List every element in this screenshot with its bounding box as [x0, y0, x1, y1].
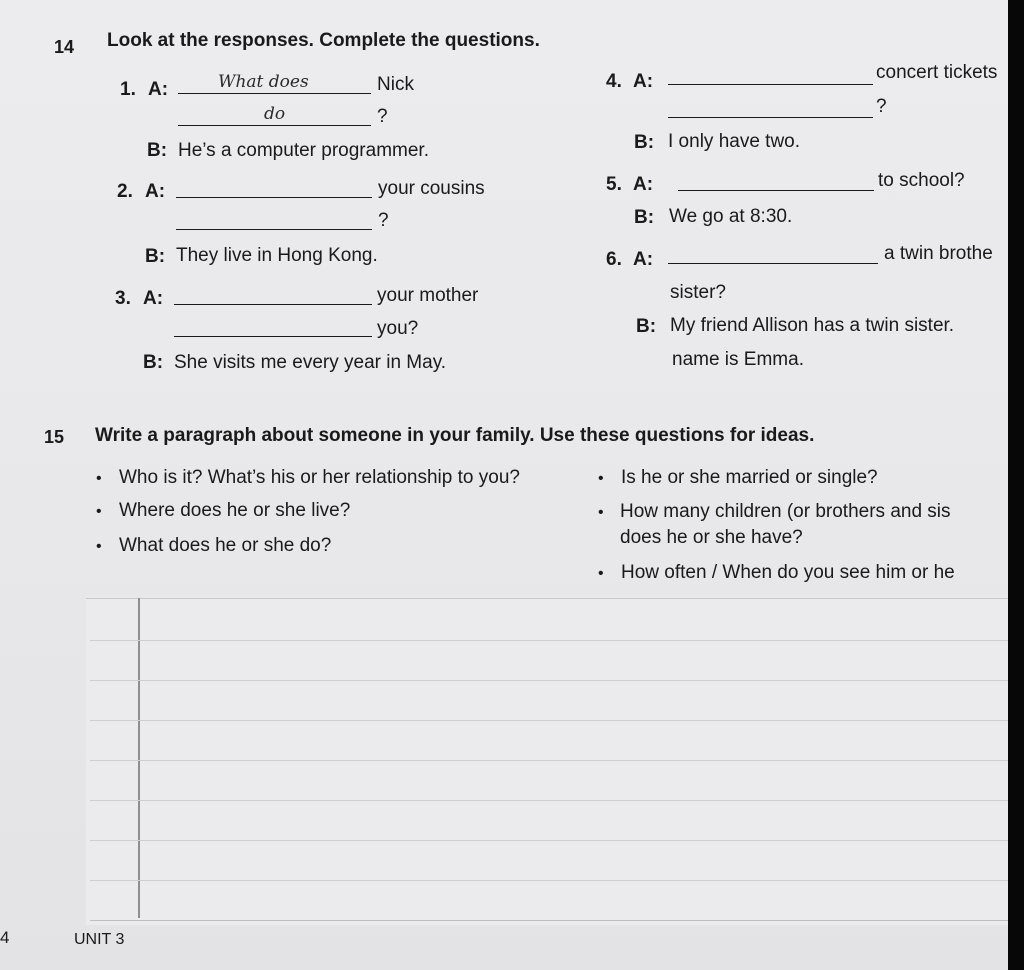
bullet-icon: • [598, 504, 604, 521]
q2-question-mark: ? [378, 210, 389, 231]
writing-rule [90, 840, 1008, 841]
q1-question-mark: ? [377, 106, 388, 127]
bullet-icon: • [96, 470, 102, 487]
left-bullet-2: Where does he or she live? [119, 500, 351, 521]
q2-answer-line-2[interactable] [176, 229, 372, 230]
q4-speaker-a: A: [633, 71, 654, 92]
q1-answer-line-1[interactable] [178, 93, 371, 94]
q6-number: 6. [606, 249, 622, 270]
bullet-icon: • [96, 538, 102, 555]
q2-answer-line-1[interactable] [176, 197, 372, 198]
page-number: 4 [0, 928, 10, 947]
exercise-14-instruction: Look at the responses. Complete the questions. [107, 30, 540, 51]
q1-handwritten-2: do [264, 104, 286, 124]
q6-speaker-b: B: [636, 316, 657, 337]
q5-word-1: to school? [878, 170, 965, 191]
q5-speaker-a: A: [633, 174, 654, 195]
q6-response-2: name is Emma. [672, 349, 804, 370]
q2-response: They live in Hong Kong. [176, 245, 378, 266]
q3-speaker-a: A: [143, 288, 164, 309]
bullet-icon: • [598, 470, 604, 487]
q6-answer-line[interactable] [668, 263, 878, 264]
bullet-icon: • [598, 565, 604, 582]
writing-rule [90, 640, 1008, 641]
q1-response: He’s a computer programmer. [178, 140, 429, 161]
writing-rule [90, 760, 1008, 761]
q1-number: 1. [120, 79, 136, 100]
writing-rule [90, 920, 1008, 921]
q3-response: She visits me every year in May. [174, 352, 447, 373]
bullet-icon: • [96, 503, 102, 520]
q5-response: We go at 8:30. [669, 206, 793, 227]
writing-rule [90, 800, 1008, 801]
q2-speaker-b: B: [145, 246, 166, 267]
q4-speaker-b: B: [634, 132, 655, 153]
q6-response: My friend Allison has a twin sister. [670, 315, 955, 336]
q1-handwritten-1: What does [218, 72, 309, 92]
q5-number: 5. [606, 174, 622, 195]
left-bullet-3: What does he or she do? [119, 535, 332, 556]
writing-rule [90, 720, 1008, 721]
q1-speaker-b: B: [147, 140, 168, 161]
q4-word-1: concert tickets [876, 62, 998, 83]
right-bullet-1: Is he or she married or single? [621, 467, 878, 488]
exercise-15-number: 15 [44, 427, 65, 447]
left-bullet-1: Who is it? What’s his or her relationship to you? [119, 467, 520, 488]
writing-margin-line [138, 598, 140, 918]
q5-speaker-b: B: [634, 207, 655, 228]
right-bullet-3: How often / When do you see him or he [621, 562, 955, 583]
writing-area[interactable] [86, 598, 1008, 925]
writing-rule [90, 880, 1008, 881]
q4-answer-line-1[interactable] [668, 84, 873, 85]
q1-word-1: Nick [377, 74, 414, 95]
q1-speaker-a: A: [148, 79, 169, 100]
q3-number: 3. [115, 288, 131, 309]
q2-word-1: your cousins [378, 178, 485, 199]
exercise-15-instruction: Write a paragraph about someone in your family. Use these questions for ideas. [95, 425, 815, 446]
exercise-14-number: 14 [54, 37, 75, 57]
q2-speaker-a: A: [145, 181, 166, 202]
right-bullet-2: How many children (or brothers and sis [620, 501, 951, 522]
q6-continuation: sister? [670, 282, 726, 303]
writing-rule [90, 680, 1008, 681]
q5-answer-line[interactable] [678, 190, 874, 191]
q2-number: 2. [117, 181, 133, 202]
q4-number: 4. [606, 71, 622, 92]
q1-answer-line-2[interactable] [178, 125, 371, 126]
q4-answer-line-2[interactable] [668, 117, 873, 118]
page-edge-shadow [1008, 0, 1024, 970]
q3-word-1: your mother [377, 285, 479, 306]
q6-speaker-a: A: [633, 249, 654, 270]
q4-question-mark: ? [876, 96, 887, 117]
q3-word-2: you? [377, 318, 419, 339]
q3-answer-line-1[interactable] [174, 304, 372, 305]
q6-word-1: a twin brothe [884, 243, 993, 264]
q3-speaker-b: B: [143, 352, 164, 373]
q3-answer-line-2[interactable] [174, 336, 372, 337]
q4-response: I only have two. [668, 131, 801, 152]
unit-label: UNIT 3 [74, 931, 125, 948]
right-bullet-2-cont: does he or she have? [620, 527, 803, 548]
